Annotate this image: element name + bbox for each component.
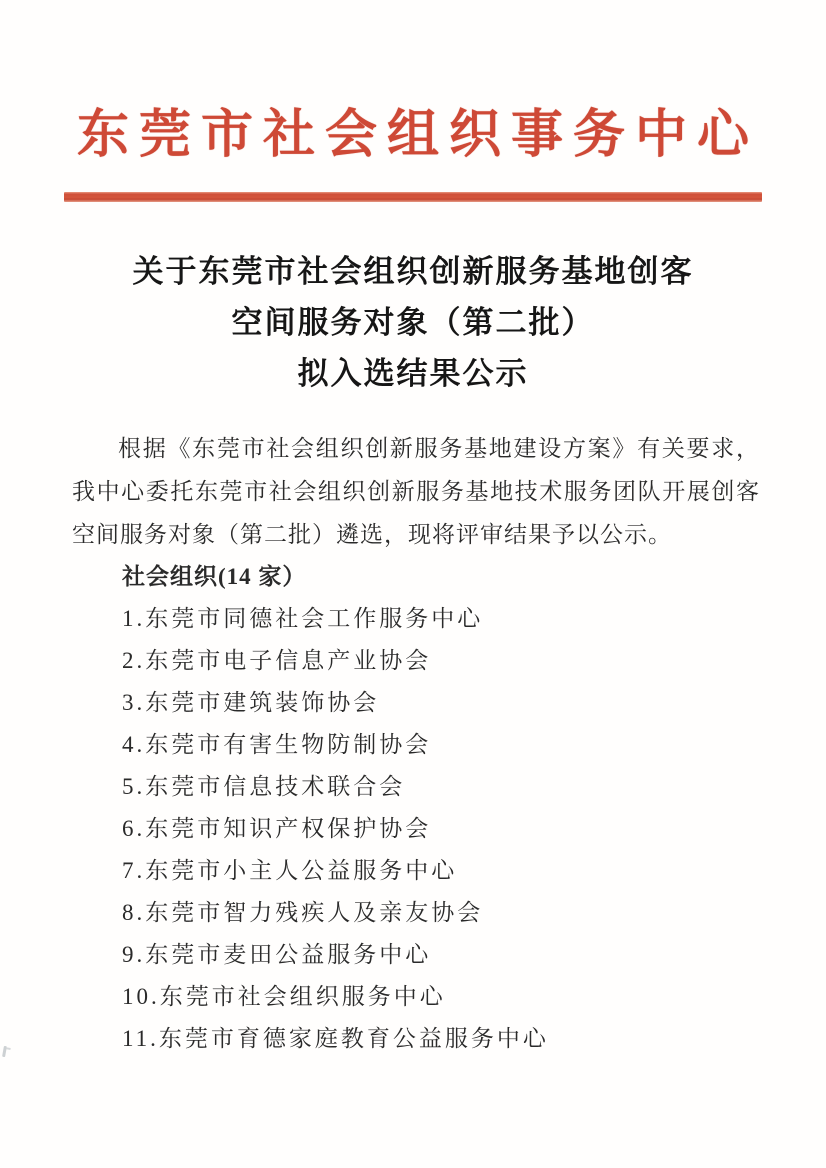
- list-item: 2.东莞市电子信息产业协会: [122, 648, 432, 673]
- document-title: [40, 246, 786, 399]
- list-item: 10.东莞市社会组织服务中心: [122, 984, 446, 1009]
- title-line-2: 空间服务对象（第二批）: [231, 305, 595, 340]
- list-item: 9.东莞市麦田公益服务中心: [122, 942, 432, 967]
- list-item: 5.东莞市信息技术联合会: [122, 774, 406, 799]
- letterhead-rule: [64, 192, 762, 202]
- list-item: 8.东莞市智力残疾人及亲友协会: [122, 900, 484, 925]
- list-heading: 社会组织(14 家）: [122, 564, 307, 589]
- footer-rule: [84, 1073, 758, 1086]
- title-line-1: 关于东莞市社会组织创新服务基地创客: [132, 254, 694, 289]
- list-item: 1.东莞市同德社会工作服务中心: [122, 606, 484, 631]
- title-line-3: 拟入选结果公示: [297, 356, 529, 391]
- list-item: 3.东莞市建筑装饰协会: [122, 690, 380, 715]
- list-item: 4.东莞市有害生物防制协会: [122, 732, 432, 757]
- list-item: 6.东莞市知识产权保护协会: [122, 816, 432, 841]
- letterhead-org-name: 东莞市社会组织事务中心: [76, 107, 759, 164]
- org-list: [122, 556, 770, 1060]
- list-item: 7.东莞市小主人公益服务中心: [122, 858, 458, 883]
- list-item: 11.东莞市育德家庭教育公益服务中心: [122, 1026, 549, 1051]
- scan-artifact-mark: [2, 1046, 7, 1057]
- intro-paragraph: 根据《东莞市社会组织创新服务基地建设方案》有关要求，我中心委托东莞市社会组织创新服务基地技术服务团队开展创客空间服务对象（第二批）遴选，现将评审结果予以公示。: [72, 436, 760, 547]
